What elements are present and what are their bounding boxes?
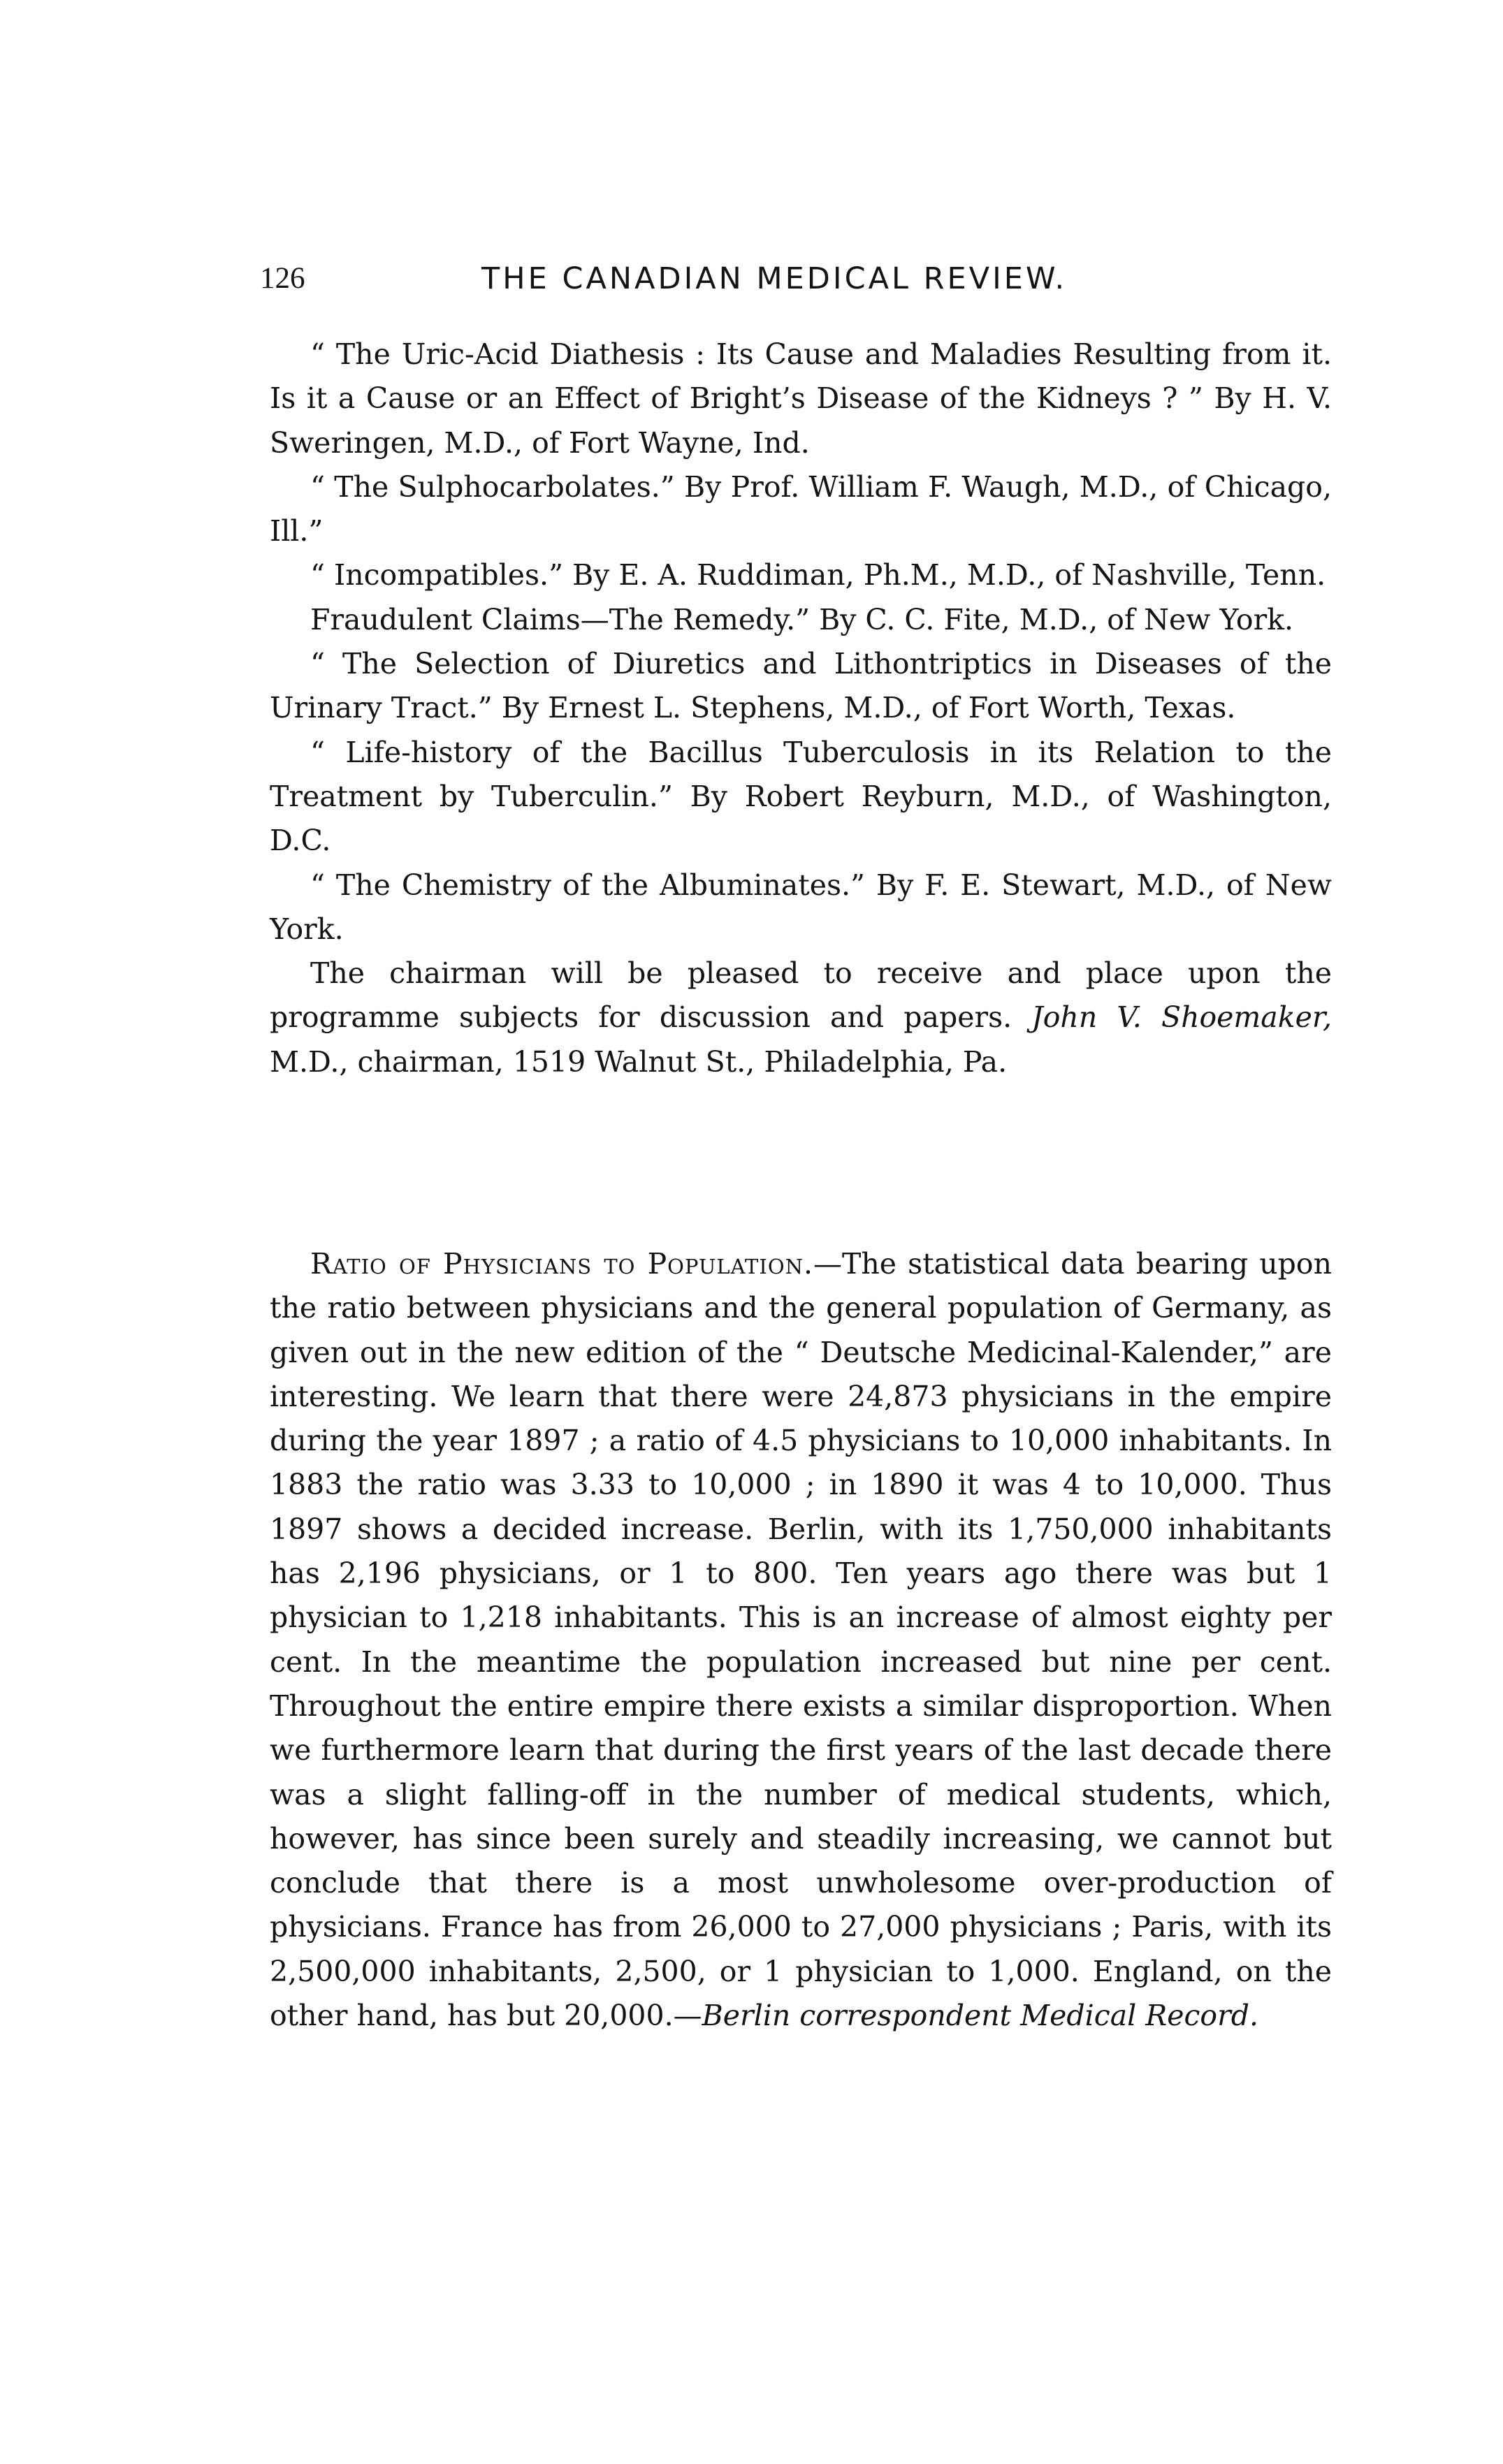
article-body: The statistical data bearing upon the ratio between physicians and the general population of Germany, as given out in the new edition of the “ Deutsche Medicinal-Kalender,” are interesting. We learn that there were 24,873 physicians in the empire during the year 1897 ; a ratio of 4.5 physicians to 10,000 inhabitants. In 1883 the ratio was 3.33 to 10,000 ; in 1890 it was 4 to 10,000. Thus 1897 shows a decided increase. Berlin, with its 1,750,000 inhabitants has 2,196 physicians, or 1 to 800. Ten years ago there was but 1 physician to 1,218 inhabitants. This is an increase of almost eighty per cent. In the meantime the population increased but nine per cent. Throughout the entire empire there exists a similar disproportion. When we furthermore learn that during the first years of the last decade there was a slight falling-off in the number of medical students, which, however, has since been surely and steadily increasing, we cannot but conclude that there is a most unwholesome over-production of physicians. France has from 26,000 to 27,000 physicians ; Paris, with its 2,500,000 inhabitants, 2,500, or 1 physician to 1,000. England, on the other hand, has but 20,000. — [270, 1247, 1332, 2033]
article-source: Berlin correspondent Medical Record. — [702, 1999, 1258, 2033]
article-title: Ratio of Physicians to Population. — [310, 1247, 813, 1281]
programme-item: Fraudulent Claims—The Remedy.” By C. C. Fite, M.D., of New York. — [310, 602, 1294, 636]
journal-title: THE CANADIAN MEDICAL REVIEW. — [481, 261, 1068, 296]
closing-note-lead: The chairman will be pleased to receive and place upon the programme subjects for discussion and papers. — [270, 956, 1332, 1035]
article-source-dash: — — [673, 1999, 702, 2033]
closing-note-address: M.D., chairman, 1519 Walnut St., Philadelphia, Pa. — [270, 1044, 1008, 1079]
programme-item: “ The Sulphocarbolates.” By Prof. William F. Waugh, M.D., of Chicago, Ill.” — [270, 469, 1332, 548]
programme-item: “ The Uric-Acid Diathesis : Its Cause and Maladies Resulting from it. Is it a Cause or an Effect of Bright’s Disease of the Kidneys ? ” By H. V. Sweringen, M.D., of Fort Wayne, Ind. — [270, 337, 1332, 460]
closing-note-signature: John V. Shoemaker, — [1031, 1000, 1332, 1035]
programme-item: “ The Chemistry of the Albuminates.” By F. E. Stewart, M.D., of New York. — [270, 868, 1332, 946]
programme-item: “ Life-history of the Bacillus Tuberculosis in its Relation to the Treatment by Tuberculin.” By Robert Reyburn, M.D., of Washington, D.C. — [270, 735, 1332, 858]
article-title-separator: — — [813, 1247, 842, 1281]
article-paragraph — [270, 1242, 1332, 2038]
closing-note — [270, 952, 1332, 1084]
page-header — [260, 261, 1322, 310]
programme-section — [270, 333, 1332, 1084]
page-number: 126 — [260, 262, 305, 295]
programme-item: “ Incompatibles.” By E. A. Ruddiman, Ph.M., M.D., of Nashville, Tenn. — [310, 558, 1326, 592]
programme-item: “ The Selection of Diuretics and Lithontriptics in Diseases of the Urinary Tract.” By Ernest L. Stephens, M.D., of Fort Worth, Texas. — [270, 647, 1332, 725]
article-section — [270, 1242, 1332, 2038]
